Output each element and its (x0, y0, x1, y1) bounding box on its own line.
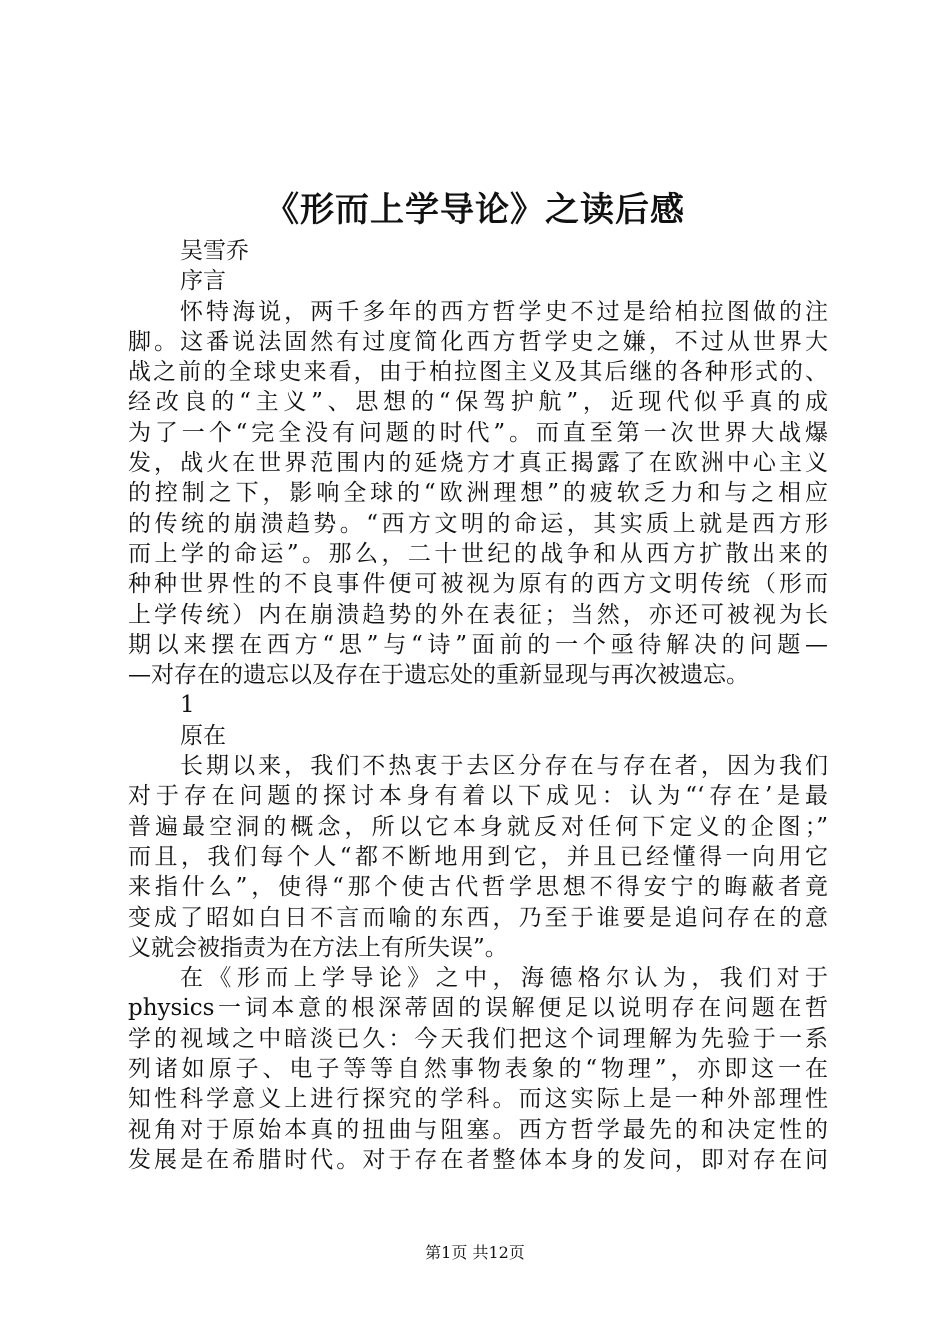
text-line: 战之前的全球史来看，由于柏拉图主义及其后继的各种形式的、 (128, 359, 828, 386)
paragraph-2 (128, 751, 828, 963)
section-preface-heading: 序言 (180, 268, 226, 295)
text-line: 学的视域之中暗淡已久：今天我们把这个词理解为先验于一系 (128, 1025, 828, 1052)
text-line: 变成了昭如白日不言而喻的东西，乃至于谁要是追问存在的意 (128, 904, 828, 931)
text-line: 而上学的命运”。那么，二十世纪的战争和从西方扩散出来的 (128, 540, 828, 567)
text-line: 视角对于原始本真的扭曲与阻塞。西方哲学最先的和决定性的 (128, 1116, 828, 1143)
text-line: 来指什么”，使得“那个使古代哲学思想不得安宁的晦蔽者竟 (128, 874, 828, 901)
paragraph-3 (128, 963, 828, 1175)
document-body (128, 236, 828, 1175)
text-line: 普遍最空洞的概念，所以它本身就反对任何下定义的企图；” (128, 813, 828, 840)
text-line: 的控制之下，影响全球的“欧洲理想”的疲软乏力和与之相应 (128, 480, 828, 507)
text-line: —对存在的遗忘以及存在于遗忘处的重新显现与再次被遗忘。 (128, 662, 749, 689)
text-line: 种种世界性的不良事件便可被视为原有的西方文明传统（形而 (128, 571, 828, 598)
author-line: 吴雪乔 (180, 238, 249, 264)
text-line: 怀特海说，两千多年的西方哲学史不过是给柏拉图做的注 (180, 298, 828, 325)
text-line: 知性科学意义上进行探究的学科。而这实际上是一种外部理性 (128, 1086, 828, 1113)
preface-paragraph (128, 297, 828, 691)
text-line: 对于存在问题的探讨本身有着以下成见：认为“‘存在’是最 (128, 783, 828, 810)
text-line: 而且，我们每个人“都不断地用到它，并且已经懂得一向用它 (128, 843, 828, 870)
text-line: physics一词本意的根深蒂固的误解便足以说明存在问题在哲 (128, 995, 828, 1022)
text-line: 在《形而上学导论》之中，海德格尔认为，我们对于 (180, 965, 828, 992)
text-line: 的传统的崩溃趋势。“西方文明的命运，其实质上就是西方形 (128, 510, 828, 537)
text-line: 经改良的“主义”、思想的“保驾护航”，近现代似乎真的成 (128, 389, 828, 416)
section-number: 1 (180, 692, 195, 719)
text-line: 为了一个“完全没有问题的时代”。而直至第一次世界大战爆 (128, 419, 828, 446)
text-line: 脚。这番说法固然有过度简化西方哲学史之嫌，不过从世界大 (128, 328, 828, 355)
text-line: 发，战火在世界范围内的延烧方才真正揭露了在欧洲中心主义 (128, 450, 828, 477)
text-line: 列诸如原子、电子等等自然事物表象的“物理”，亦即这一在 (128, 1056, 828, 1083)
text-line: 上学传统）内在崩溃趋势的外在表征；当然，亦还可被视为长 (128, 601, 828, 628)
text-line: 长期以来，我们不热衷于去区分存在与存在者，因为我们 (180, 753, 828, 780)
text-line: 期以来摆在西方“思”与“诗”面前的一个亟待解决的问题— (128, 631, 828, 658)
document-title: 《形而上学导论》之读后感 (265, 190, 685, 230)
text-line: 发展是在希腊时代。对于存在者整体本身的发问，即对存在问 (128, 1146, 828, 1173)
page-footer: 第1页 共12页 (425, 1243, 525, 1262)
text-line: 义就会被指责为在方法上有所失误”。 (128, 934, 508, 961)
section-heading: 原在 (180, 722, 226, 749)
